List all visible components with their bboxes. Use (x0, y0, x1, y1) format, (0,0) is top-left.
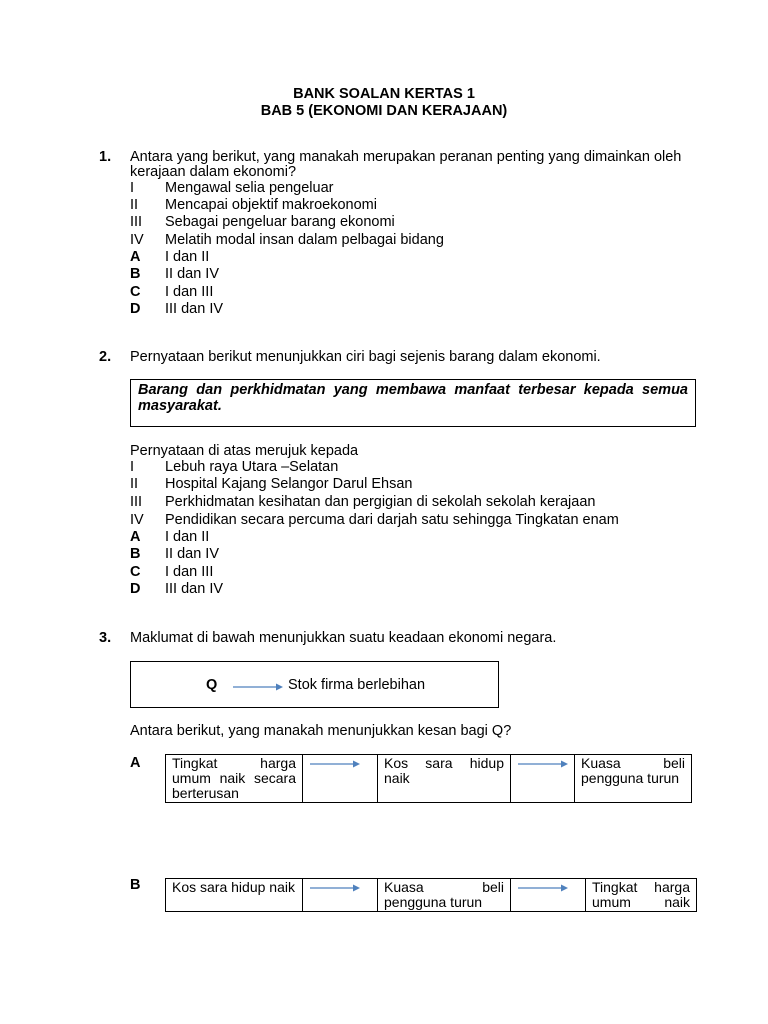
statement-roman: II (130, 197, 139, 213)
statement-roman: IV (130, 232, 144, 248)
option-text: III dan IV (165, 581, 224, 597)
question-stem-line2: kerajaan dalam ekonomi? (130, 164, 297, 180)
flow-cell: Kos sara hidup naik (166, 879, 303, 912)
question-number: 3. (99, 630, 112, 646)
option-letter: B (130, 546, 141, 562)
flow-cell: Kos sara hidup naik (378, 755, 511, 803)
arrow-icon (517, 758, 569, 770)
statement-text: Perkhidmatan kesihatan dan pergigian di sekolah sekolah kerajaan (165, 494, 596, 510)
option-letter: B (130, 266, 141, 282)
arrow-cell (303, 755, 378, 803)
statement-text: Sebagai pengeluar barang ekonomi (165, 214, 395, 230)
option-text: I dan II (165, 529, 210, 545)
option-text: III dan IV (165, 301, 224, 317)
arrow-icon (517, 882, 569, 894)
statement-roman: III (130, 494, 143, 510)
statement-text: Mencapai objektif makroekonomi (165, 197, 377, 213)
option-letter: A (130, 529, 141, 545)
option-letter: A (130, 755, 141, 771)
flow-cell: Tingkat harga umum naik (586, 879, 697, 912)
statement-roman: I (130, 180, 135, 196)
option-text: II dan IV (165, 546, 220, 562)
info-box-result: Stok firma berlebihan (288, 677, 426, 693)
option-text: I dan II (165, 249, 210, 265)
flow-cell: Kuasa beli pengguna turun (378, 879, 511, 912)
option-letter: B (130, 877, 141, 893)
option-letter: D (130, 581, 141, 597)
arrow-icon (232, 681, 284, 693)
option-letter: D (130, 301, 141, 317)
arrow-cell (303, 879, 378, 912)
statement-roman: III (130, 214, 143, 230)
statement-roman: IV (130, 512, 144, 528)
flow-cell: Kuasa beli pengguna turun (575, 755, 692, 803)
question-number: 2. (99, 349, 112, 365)
flow-cell: Tingkat harga umum naik secara berterusan (166, 755, 303, 803)
flow-table-b (165, 878, 697, 912)
arrow-icon (309, 882, 361, 894)
page-title: BANK SOALAN KERTAS 1 (293, 86, 475, 102)
info-box-label: Q (206, 677, 218, 693)
arrow-cell (511, 755, 575, 803)
option-letter: C (130, 564, 141, 580)
statement-text: Mengawal selia pengeluar (165, 180, 334, 196)
statement-text: Pendidikan secara percuma dari darjah satu sehingga Tingkatan enam (165, 512, 619, 528)
statement-text: Hospital Kajang Selangor Darul Ehsan (165, 476, 413, 492)
arrow-icon (309, 758, 361, 770)
option-letter: C (130, 284, 141, 300)
option-text: II dan IV (165, 266, 220, 282)
option-text: I dan III (165, 564, 214, 580)
statement-roman: I (130, 459, 135, 475)
arrow-cell (511, 879, 586, 912)
question-stem: Pernyataan berikut menunjukkan ciri bagi sejenis barang dalam ekonomi. (130, 349, 601, 365)
question-lead: Pernyataan di atas merujuk kepada (130, 443, 359, 459)
statement-text: Melatih modal insan dalam pelbagai bidang (165, 232, 444, 248)
question-stem-line1: Antara yang berikut, yang manakah merupakan peranan penting yang dimainkan oleh (130, 149, 682, 165)
statement-roman: II (130, 476, 139, 492)
flow-table-a (165, 754, 692, 803)
question-stem: Maklumat di bawah menunjukkan suatu keadaan ekonomi negara. (130, 630, 557, 646)
statement-text: Lebuh raya Utara –Selatan (165, 459, 339, 475)
page-subtitle: BAB 5 (EKONOMI DAN KERAJAAN) (260, 103, 508, 119)
question-number: 1. (99, 149, 112, 165)
statement-box: Barang dan perkhidmatan yang membawa manfaat terbesar kepada semua masyarakat. (130, 379, 696, 427)
option-text: I dan III (165, 284, 214, 300)
option-letter: A (130, 249, 141, 265)
question-prompt: Antara berikut, yang manakah menunjukkan kesan bagi Q? (130, 723, 512, 739)
